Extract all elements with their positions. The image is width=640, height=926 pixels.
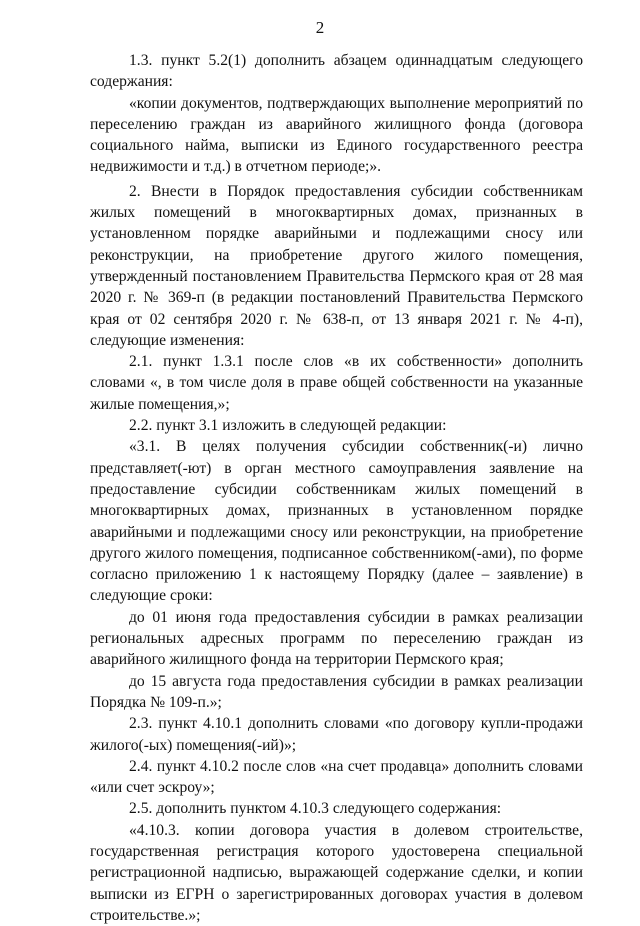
paragraph-1-3: 1.3. пункт 5.2(1) дополнить абзацем одиннадцатым следующего содержания: [90,52,583,91]
paragraph-2-1: 2.1. пункт 1.3.1 после слов «в их собственности» дополнить словами «, в том числе доля в праве общей собственности на указанные жилые помещения,»; [90,353,583,413]
paragraph-2: 2. Внести в Порядок предоставления субсидии собственникам жилых помещений в многоквартирных домах, признанных в установленном порядке аварийными и подлежащими сносу или реконструкции, на приобретение другого жилого помещения, утвержденный постановлением Правительства Пермского края от 28 мая 2020 г. № 369-п (в редакции постановлений Правительства Пермского края от 02 сентября 2020 г. № 638-п, от 13 января 2021 г. № 4-п), следующие изменения: [90,182,583,349]
paragraph-3-1-quote: «3.1. В целях получения субсидии собственник(-и) лично представляет(-ют) в орган местного самоуправления заявление на предоставление субсидии собственникам жилых помещений в многоквартирных домах, признанных в установленном порядке аварийными и подлежащими сносу или реконструкции, на приобретение другого жилого помещения, подписанное собственником(-ами), по форме согласно приложению 1 к настоящему Порядку (далее – заявление) в следующие сроки: [90,438,583,605]
document-body [90,50,583,926]
paragraph-2-3: 2.3. пункт 4.10.1 дополнить словами «по договору купли-продажи жилого(-ых) помещения(-ий)»; [90,715,583,754]
paragraph-1-3-quote: «копии документов, подтверждающих выполнение мероприятий по переселению граждан из аварийного жилищного фонда (договора социального найма, выписки из Единого государственного реестра недвижимости и т.д.) в отчетном периоде;». [90,94,583,176]
paragraph-4-10-3-quote: «4.10.3. копии договора участия в долевом строительстве, государственная регистрация которого удостоверена специальной регистрационной надписью, выражающей содержание сделки, и копии выписки из ЕГРН о зарегистрированных договорах участия в долевом строительстве.»; [90,821,583,924]
paragraph-deadline-june: до 01 июня года предоставления субсидии в рамках реализации региональных адресных программ по переселению граждан из аварийного жилищного фонда на территории Пермского края; [90,608,583,669]
paragraph-2-5: 2.5. дополнить пунктом 4.10.3 следующего содержания: [129,800,502,818]
paragraph-2-4: 2.4. пункт 4.10.2 после слов «на счет продавца» дополнить словами «или счет эскроу»; [90,757,583,797]
paragraph-deadline-august: до 15 августа года предоставления субсидии в рамках реализации Порядка № 109-п.»; [90,672,583,711]
page-number: 2 [315,18,325,37]
paragraph-2-2: 2.2. пункт 3.1 изложить в следующей редакции: [129,417,447,435]
